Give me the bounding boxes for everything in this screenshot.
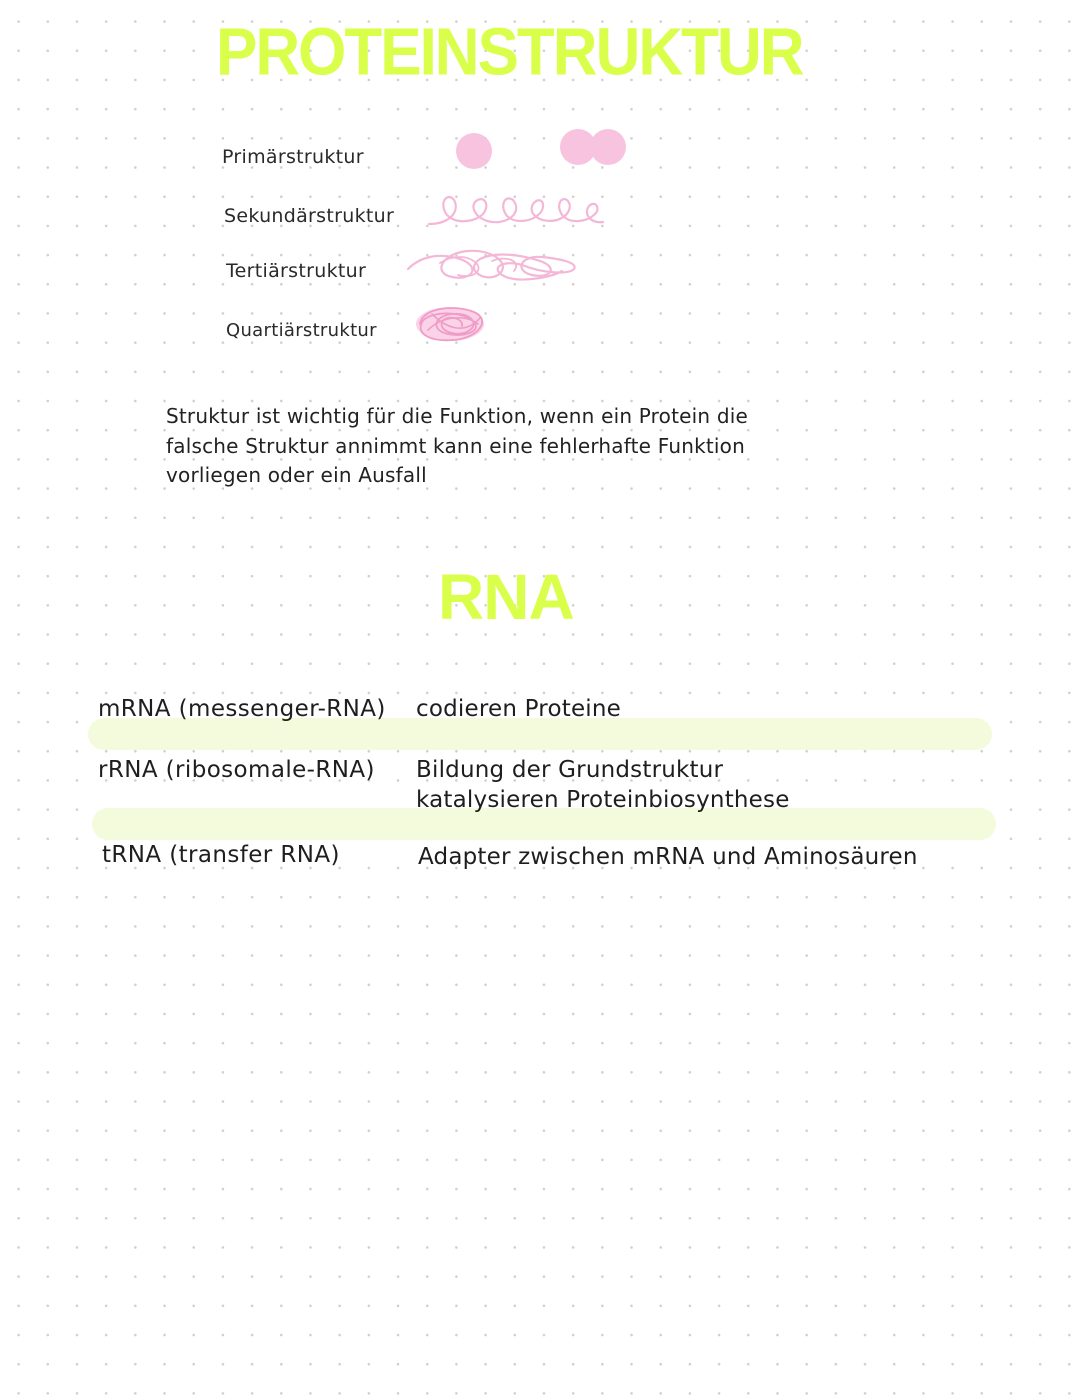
rna-desc-trna: Adapter zwischen mRNA und Aminosäuren: [418, 844, 918, 870]
fold-icon: [402, 243, 587, 288]
paragraph-line-3: vorliegen oder ein Ausfall: [166, 463, 427, 487]
tangle-icon: [408, 300, 493, 350]
rna-desc-rrna-line-1: Bildung der Grundstruktur: [416, 757, 724, 783]
paragraph-line-1: Struktur ist wichtig für die Funktion, wenn ein Protein die: [166, 404, 748, 428]
section-title-rna: RNA: [438, 561, 574, 633]
beads-icon: [450, 128, 640, 178]
structure-label-primary: Primärstruktur: [222, 146, 364, 168]
structure-label-quaternary: Quartiärstruktur: [226, 320, 377, 341]
helix-icon: [425, 190, 615, 235]
rna-desc-rrna-line-2: katalysieren Proteinbiosynthese: [416, 787, 790, 813]
rna-name-mrna: mRNA (messenger-RNA): [98, 696, 386, 722]
highlight-bar: [88, 718, 992, 750]
structure-label-secondary: Sekundärstruktur: [224, 205, 395, 227]
page-title: PROTEINSTRUKTUR: [216, 15, 803, 90]
structure-label-tertiary: Tertiärstruktur: [226, 260, 367, 282]
rna-name-rrna: rRNA (ribosomale-RNA): [98, 757, 375, 783]
rna-name-trna: tRNA (transfer RNA): [102, 842, 340, 868]
paragraph-line-2: falsche Struktur annimmt kann eine fehlerhafte Funktion: [166, 434, 745, 458]
rna-desc-mrna: codieren Proteine: [416, 696, 622, 722]
